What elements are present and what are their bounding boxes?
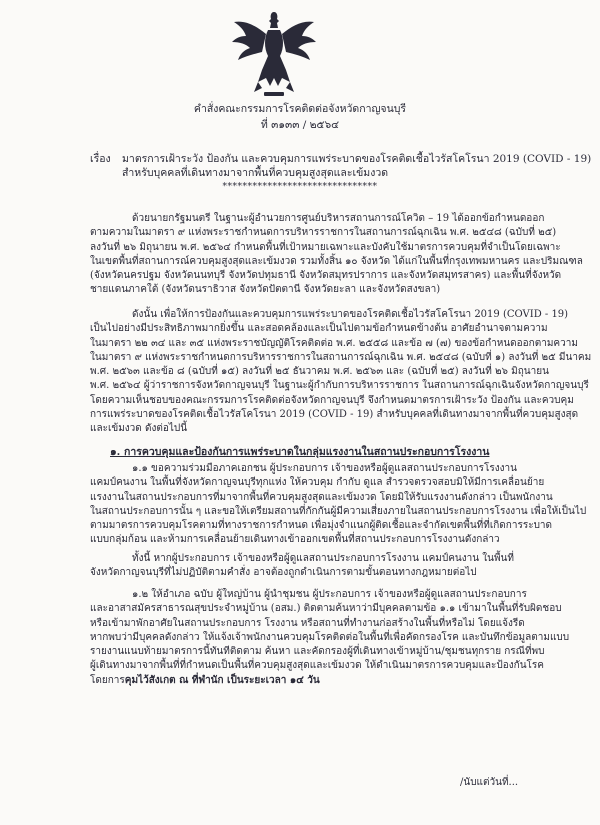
paragraph-line: ผู้เดินทางมาจากพื้นที่ที่กำหนดเป็นพื้นที่ควบคุมสูงสุดและเข้มงวด ให้ดำเนินมาตรการควบคุมและป้องกันโรค xyxy=(90,660,544,672)
paragraph-line: ๑.๒ ให้อำเภอ ฉบับ ผู้ใหญ่บ้าน ผู้นำชุมชน ผู้ประกอบการ เจ้าของหรือผู้ดูแลสถานประกอบการ xyxy=(132,589,527,600)
paragraph-line: รายงานแนบท้ายมาตรการนี้ทันทีติดตาม ค้นหา และคัดกรองผู้ที่เดินทางเข้าหมู่บ้าน/ชุมชนทุกราย กรณีที่พบ xyxy=(90,646,545,658)
subject-label: เรื่อง xyxy=(90,153,111,165)
order-title: คำสั่งคณะกรรมการโรคติดต่อจังหวัดกาญจนบุรี xyxy=(193,103,407,115)
paragraph-line: ในสถานประกอบการนั้น ๆ และขอให้เตรียมสถานที่กักกันผู้มีความเสี่ยงภายในสถานประกอบการโรงงาน เพื่อให้เป็นไป xyxy=(90,505,587,517)
separator: ******************************* xyxy=(222,182,378,192)
paragraph-line: การแพร่ระบาดของโรคติดเชื้อไวรัสโคโรนา 2019 (COVID - 19) สำหรับบุคคลที่เดินทางมาจากพื้นที่ควบคุมสูงสุด xyxy=(90,409,579,421)
subject-line xyxy=(90,152,591,166)
subject-text-continued: สำหรับบุคคลที่เดินทางมาจากพื้นที่ควบคุมสูงสุดและเข้มงวด xyxy=(122,167,389,179)
paragraph-line: ๑.๑ ขอความร่วมมือภาคเอกชน ผู้ประกอบการ เจ้าของหรือผู้ดูแลสถานประกอบการโรงงาน xyxy=(132,463,517,474)
paragraph-line: พ.ศ. ๒๕๖๔ ผู้ว่าราชการจังหวัดกาญจนบุรี ในฐานะผู้กำกับการบริหารราชการ ในสถานการณ์ฉุกเฉินจังหวัดกาญจนบุรี xyxy=(90,380,589,392)
paragraph-line: แรงงานในสถานประกอบการที่มาจากพื้นที่ควบคุมสูงสุดและเข้มงวด โดยมิให้รับแรงงานดังกล่าว เป็นพนักงาน xyxy=(90,491,553,503)
paragraph-1 xyxy=(90,212,583,298)
order-number: ที่ ๓๑๓๓ / ๒๕๖๔ xyxy=(260,119,340,131)
paragraph-line: แบบกลุ่มก้อน และห้ามการเคลื่อนย้ายเดินทางเข้าออกเขตพื้นที่สถานประกอบการโรงงานดังกล่าว xyxy=(90,534,500,546)
paragraph-5 xyxy=(90,588,570,688)
paragraph-line: ชายแดนภาคใต้ (จังหวัดนราธิวาส จังหวัดปัตตานี จังหวัดยะลา และจังหวัดสงขลา) xyxy=(90,284,441,296)
paragraph-line: และเข้มงวด ดังต่อไปนี้ xyxy=(90,423,188,435)
paragraph-2 xyxy=(90,308,592,437)
paragraph-line: จังหวัดกาญจนบุรีที่ไม่ปฏิบัติตามคำสั่ง อาจต้องถูกดำเนินการตามขั้นตอนทางกฎหมายต่อไป xyxy=(90,567,477,579)
paragraph-line: ด้วยนายกรัฐมนตรี ในฐานะผู้อำนวยการศูนย์บริหารสถานการณ์โควิด – 19 ได้ออกข้อกำหนดออก xyxy=(132,213,545,224)
paragraph-line: ในเขตพื้นที่สถานการณ์ควบคุมสูงสุดและเข้มงวด รวมทั้งสิ้น ๑๐ จังหวัด ได้แก่ในพื้นที่กรุงเทพมหานคร และปริมณฑล xyxy=(90,255,583,267)
paragraph-line: (จังหวัดนครปฐม จังหวัดนนทบุรี จังหวัดปทุมธานี จังหวัดสมุทรปราการ และจังหวัดสมุทรสาคร) และพื้นที่จังหวัด xyxy=(90,270,562,282)
paragraph-line: และอาสาสมัครสาธารณสุขประจำหมู่บ้าน (อสม.) ติดตามค้นหาว่ามีบุคคลตามข้อ ๑.๑ เข้ามาในพื้นที่รับผิดชอบ xyxy=(90,603,562,615)
paragraph-line: หากพบว่ามีบุคคลดังกล่าว ให้แจ้งเจ้าพนักงานควบคุมโรคติดต่อในพื้นที่เพื่อคัดกรองโรค และบันทึกข้อมูลตามแบบ xyxy=(90,631,570,643)
paragraph-4 xyxy=(90,552,530,581)
paragraph-line: ตามความในมาตรา ๙ แห่งพระราชกำหนดการบริหารราชการในสถานการณ์ฉุกเฉิน พ.ศ. ๒๕๔๘ (ฉบับที่ ๒๕) xyxy=(90,227,557,239)
paragraph-line: เป็นไปอย่างมีประสิทธิภาพมากยิ่งขึ้น และสอดคล้องและเป็นไปตามข้อกำหนดข้างต้น อาศัยอำนาจตามความ xyxy=(90,323,548,335)
paragraph-line: ทั้งนี้ หากผู้ประกอบการ เจ้าของหรือผู้ดูแลสถานประกอบการโรงงาน แคมป์คนงาน ในพื้นที่ xyxy=(132,553,514,564)
quarantine-period-text: คุมไว้สังเกต ณ ที่พำนัก เป็นระยะเวลา ๑๔ วัน xyxy=(124,674,320,686)
paragraph-line: ดังนั้น เพื่อให้การป้องกันและควบคุมการแพร่ระบาดของโรคติดเชื้อไวรัสโคโรนา 2019 (COVID - 19) xyxy=(132,309,569,320)
paragraph-line: โดยความเห็นชอบของคณะกรรมการโรคติดต่อจังหวัดกาญจนบุรี จึงกำหนดมาตรการเฝ้าระวัง ป้องกัน และควบคุม xyxy=(90,394,574,406)
paragraph-line: พ.ศ. ๒๕๖๓ และข้อ ๘ (ฉบับที่ ๑๕) ลงวันที่ ๒๕ ธันวาคม พ.ศ. ๒๕๖๓ และ (ฉบับที่ ๒๕) ลงวันที่ ๒๖ มิถุนายน xyxy=(90,366,549,378)
paragraph-line-last xyxy=(90,674,530,688)
paragraph-line: แคมป์คนงาน ในพื้นที่จังหวัดกาญจนบุรีทุกแห่ง ให้ควบคุม กำกับ ดูแล สำรวจตรวจสอบมิให้มีการเคลื่อนย้าย xyxy=(90,477,545,489)
continued-marker: /นับแต่วันที่... xyxy=(460,777,519,788)
paragraph-line: ในมาตรา ๒๒ ๓๔ และ ๓๕ แห่งพระราชบัญญัติโรคติดต่อ พ.ศ. ๒๕๕๘ และข้อ ๗ (๗) ของข้อกำหนดออกตามความ xyxy=(90,337,578,349)
paragraph-line: ลงวันที่ ๒๖ มิถุนายน พ.ศ. ๒๕๖๔ กำหนดพื้นที่เป้าหมายเฉพาะและบังคับใช้มาตรการควบคุมที่จำเป็นโดยเฉพาะ xyxy=(90,241,561,253)
paragraph-3 xyxy=(90,462,587,548)
garuda-emblem-icon xyxy=(228,8,320,98)
paragraph-line: ตามมาตรการควบคุมโรคตามที่ทางราชการกำหนด เพื่อมุ่งจำแนกผู้ติดเชื้อและจำกัดเขตพื้นที่ที่เกิดการระบาด xyxy=(90,520,553,532)
section-heading-1: ๑. การควบคุมและป้องกันการแพร่ระบาดในกลุ่มแรงงานในสถานประกอบการโรงงาน xyxy=(110,446,490,458)
last-line-prefix: โดยการ xyxy=(90,674,125,686)
subject-text: มาตรการเฝ้าระวัง ป้องกัน และควบคุมการแพร่ระบาดของโรคติดเชื้อไวรัสโคโรนา 2019 (COVID - 19) xyxy=(122,153,592,165)
paragraph-line: หรือเข้ามาพักอาศัยในสถานประกอบการ โรงงาน หรือสถานที่ทำงานก่อสร้างในพื้นที่หรือไม่ โดยแจ้งรีด xyxy=(90,617,525,629)
paragraph-line: ในมาตรา ๙ แห่งพระราชกำหนดการบริหารราชการในสถานการณ์ฉุกเฉิน พ.ศ. ๒๕๔๘ (ฉบับที่ ๑) ลงวันที่ ๒๕ มีนาคม xyxy=(90,351,592,363)
